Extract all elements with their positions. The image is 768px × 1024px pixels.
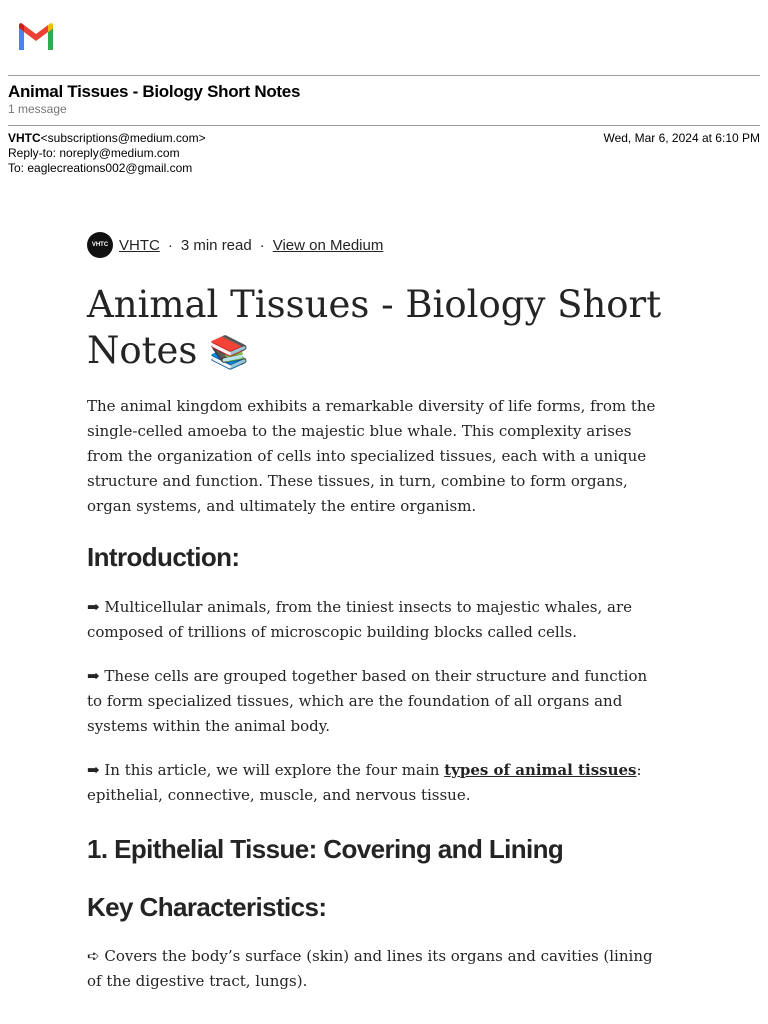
bullet-text: In this article, we will explore the four main xyxy=(104,761,440,779)
small-arrow-icon: ➪ xyxy=(87,947,100,965)
arrow-right-icon: ➡ xyxy=(87,761,100,779)
header-divider xyxy=(8,75,760,76)
email-subject: Animal Tissues - Biology Short Notes xyxy=(8,82,301,101)
bullet-text: Covers the body’s surface (skin) and lines its organs and cavities (lining of the digestive tract, lungs). xyxy=(87,947,653,990)
bullet-text: : epithelial, connective, muscle, and nervous tissue. xyxy=(87,761,642,804)
article-title-text: Animal Tissues - Biology Short Notes xyxy=(87,283,662,372)
separator-dot: · xyxy=(167,236,173,254)
email-meta xyxy=(8,131,206,176)
bullet-paragraph xyxy=(87,595,657,645)
bullet-text: These cells are grouped together based on their structure and function to form specialized tissues, which are the foundation of all organs and systems within the animal body. xyxy=(87,667,648,735)
bullet-paragraph xyxy=(87,664,657,739)
read-time: 3 min read xyxy=(180,236,252,254)
heading-key-characteristics: Key Characteristics: xyxy=(87,892,327,922)
subject-divider xyxy=(8,125,760,126)
message-count: 1 message xyxy=(8,102,67,116)
sender-email: <subscriptions@medium.com> xyxy=(40,131,206,145)
intro-paragraph: The animal kingdom exhibits a remarkable diversity of life forms, from the single-celled amoeba to the majestic blue whale. This complexity arises from the organization of cells into specialized tissues, each with a unique structure and function. These tissues, in turn, combine to form organs, organ systems, and ultimately the entire organism. xyxy=(87,397,656,515)
sender-name: VHTC xyxy=(8,131,41,145)
article-byline xyxy=(87,231,383,259)
view-on-medium-link[interactable]: View on Medium xyxy=(272,236,384,254)
bullet-paragraph xyxy=(87,758,657,808)
types-of-animal-tissues-link[interactable]: types of animal tissues xyxy=(444,761,637,779)
email-date: Wed, Mar 6, 2024 at 6:10 PM xyxy=(603,131,760,145)
separator-dot: · xyxy=(259,236,265,254)
author-link[interactable]: VHTC xyxy=(119,236,160,254)
heading-epithelial: 1. Epithelial Tissue: Covering and Lining xyxy=(87,834,564,864)
books-icon: 📚 xyxy=(209,333,250,371)
article-title xyxy=(87,282,687,375)
bullet-paragraph xyxy=(87,944,657,994)
gmail-logo-icon xyxy=(16,20,56,52)
reply-to: Reply-to: noreply@medium.com xyxy=(8,146,180,160)
arrow-right-icon: ➡ xyxy=(87,598,100,616)
recipient: To: eaglecreations002@gmail.com xyxy=(8,161,193,175)
heading-introduction: Introduction: xyxy=(87,542,240,572)
avatar[interactable]: VHTC xyxy=(87,232,113,258)
bullet-text: Multicellular animals, from the tiniest insects to majestic whales, are composed of trillions of microscopic building blocks called cells. xyxy=(87,598,633,641)
arrow-right-icon: ➡ xyxy=(87,667,100,685)
